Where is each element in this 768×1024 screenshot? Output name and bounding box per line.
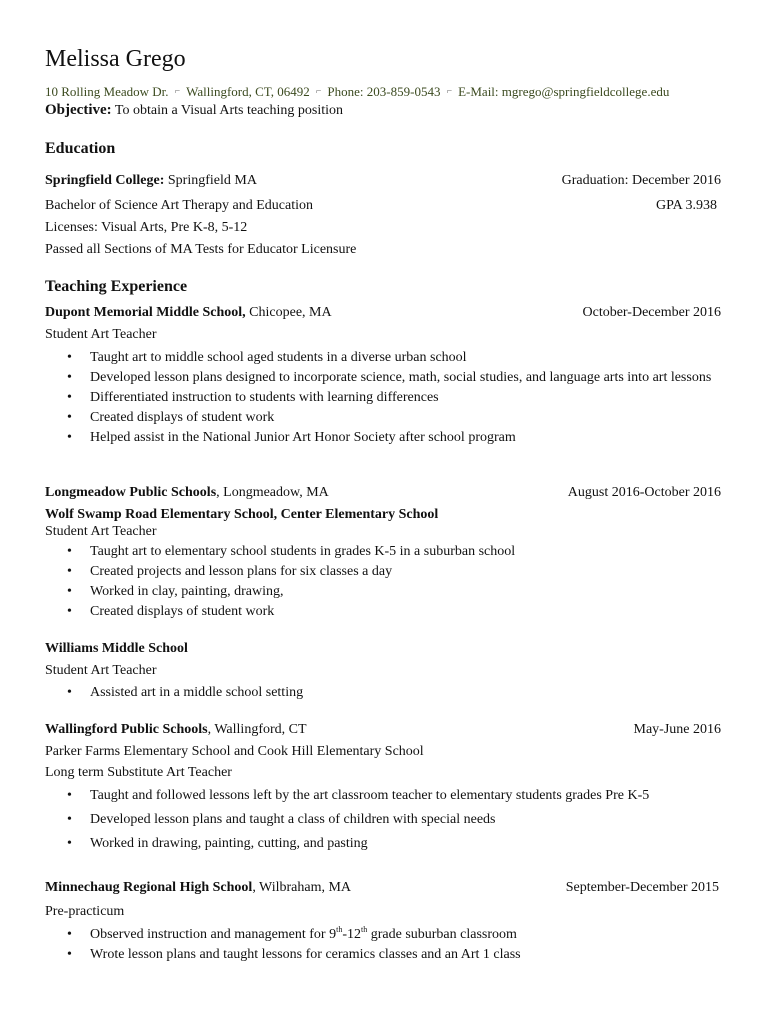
separator-icon: ⌐ <box>315 86 322 97</box>
school-location: Chicopee, MA <box>249 305 332 320</box>
longmeadow-subschools: Wolf Swamp Road Elementary School, Center Elementary School <box>45 507 439 522</box>
dupont-dates: October-December 2016 <box>582 305 721 320</box>
dupont-role: Student Art Teacher <box>45 327 157 342</box>
tests: Passed all Sections of MA Tests for Educator Licensure <box>45 242 357 257</box>
list-item: • Created projects and lesson plans for six classes a day <box>45 563 730 581</box>
list-item: • Worked in drawing, painting, cutting, and pasting <box>45 835 730 853</box>
list-item: • Taught and followed lessons left by the art classroom teacher to elementary students grades Pre K-5 <box>45 787 730 805</box>
wallingford-role: Long term Substitute Art Teacher <box>45 765 232 780</box>
email: E-Mail: mgrego@springfieldcollege.edu <box>458 84 670 99</box>
school-location: , Longmeadow, MA <box>216 485 329 500</box>
separator-icon: ⌐ <box>446 86 453 97</box>
city: Wallingford, CT, 06492 <box>186 84 310 99</box>
list-item <box>45 926 730 944</box>
phone: Phone: 203-859-0543 <box>327 84 441 99</box>
minnechaug-school <box>45 880 351 896</box>
school-name: Longmeadow Public Schools <box>45 485 217 500</box>
longmeadow-school <box>45 485 329 501</box>
education-school <box>45 173 257 189</box>
licenses: Licenses: Visual Arts, Pre K-8, 5-12 <box>45 220 248 235</box>
education-heading: Education <box>45 140 116 157</box>
longmeadow-dates: August 2016-October 2016 <box>567 485 721 500</box>
list-item: • Developed lesson plans designed to incorporate science, math, social studies, and language arts into art lessons <box>45 369 730 387</box>
minnechaug-dates: September-December 2015 <box>565 880 719 895</box>
list-item: • Developed lesson plans and taught a class of children with special needs <box>45 811 730 829</box>
school-location: , Wilbraham, MA <box>252 880 352 895</box>
list-item: • Created displays of student work <box>45 603 730 621</box>
graduation-date: Graduation: December 2016 <box>561 173 721 188</box>
bullet-text: -12 <box>342 927 361 942</box>
minnechaug-bullets <box>45 926 730 966</box>
objective-label: Objective: <box>45 102 112 118</box>
school-location: , Wallingford, CT <box>207 722 307 737</box>
list-item: • Wrote lesson plans and taught lessons for ceramics classes and an Art 1 class <box>45 946 730 964</box>
list-item: • Helped assist in the National Junior Art Honor Society after school program <box>45 429 730 447</box>
superscript: th <box>361 925 368 934</box>
wallingford-bullets <box>45 787 745 855</box>
wallingford-dates: May-June 2016 <box>633 722 721 737</box>
school-location: Springfield MA <box>167 173 257 188</box>
superscript: th <box>336 925 343 934</box>
williams-bullets <box>45 684 730 704</box>
longmeadow-role: Student Art Teacher <box>45 524 157 539</box>
longmeadow-bullets <box>45 543 730 623</box>
list-item: • Worked in clay, painting, drawing, <box>45 583 730 601</box>
list-item: • Assisted art in a middle school setting <box>45 684 730 702</box>
list-item: • Differentiated instruction to students with learning differences <box>45 389 730 407</box>
list-item: • Created displays of student work <box>45 409 730 427</box>
bullet-text: Observed instruction and management for 9 <box>90 927 337 942</box>
address: 10 Rolling Meadow Dr. <box>45 84 169 99</box>
dupont-bullets <box>45 349 730 449</box>
list-item: • Taught art to elementary school students in grades K-5 in a suburban school <box>45 543 730 561</box>
school-name: Wallingford Public Schools <box>45 722 208 737</box>
school-name: Dupont Memorial Middle School, <box>45 305 246 320</box>
school-name: Minnechaug Regional High School <box>45 880 253 895</box>
degree: Bachelor of Science Art Therapy and Education <box>45 198 313 213</box>
teaching-heading: Teaching Experience <box>45 278 188 295</box>
contact-line <box>45 84 669 100</box>
separator-icon: ⌐ <box>174 86 181 97</box>
williams-role: Student Art Teacher <box>45 663 157 678</box>
gpa: GPA 3.938 <box>656 198 717 213</box>
minnechaug-role: Pre-practicum <box>45 904 125 919</box>
dupont-school <box>45 305 332 321</box>
school-name: Springfield College: <box>45 173 165 188</box>
wallingford-school <box>45 722 307 738</box>
resume-name: Melissa Grego <box>45 46 186 72</box>
objective <box>45 102 343 119</box>
bullet-text: grade suburban classroom <box>367 927 517 942</box>
wallingford-subschools: Parker Farms Elementary School and Cook Hill Elementary School <box>45 744 424 759</box>
list-item: • Taught art to middle school aged students in a diverse urban school <box>45 349 730 367</box>
objective-text: To obtain a Visual Arts teaching position <box>114 103 344 118</box>
williams-school: Williams Middle School <box>45 641 188 656</box>
